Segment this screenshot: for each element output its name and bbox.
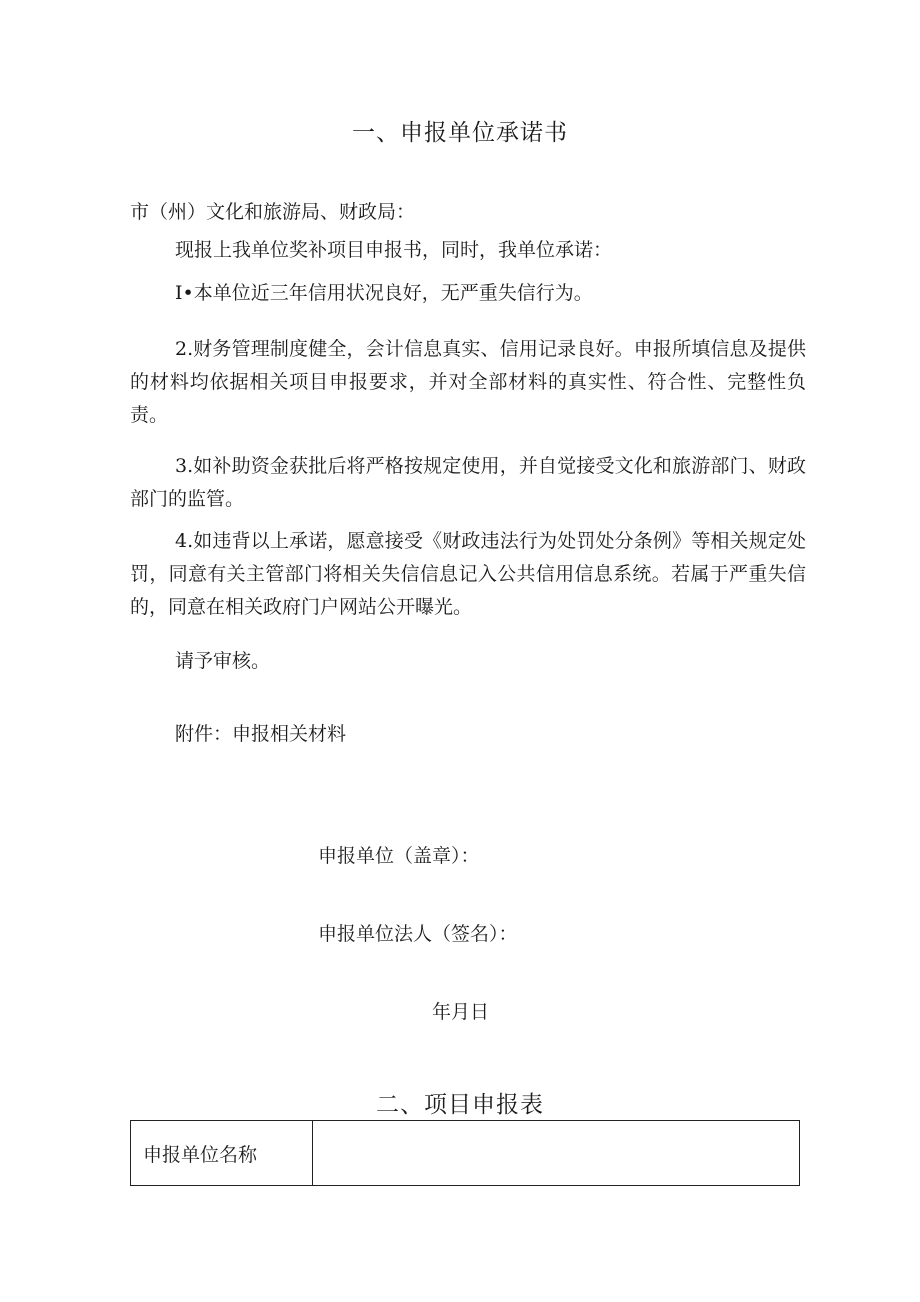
date-label: 年月日: [432, 1001, 490, 1023]
commitment-item-4: 4.如违背以上承诺，愿意接受《财政违法行为处罚处分条例》等相关规定处罚，同意有关主管部门将相关失信信息记入公共信用信息系统。若属于严重失信的，同意在相关政府门户网站公开曝光。: [130, 530, 806, 618]
intro-text: 现报上我单位奖补项目申报书，同时，我单位承诺：: [175, 239, 613, 261]
signature-label: 申报单位法人（签名）：: [318, 923, 518, 945]
section1-title: 一、申报单位承诺书: [352, 120, 568, 146]
table-cell-label: 申报单位名称: [131, 1121, 313, 1186]
attachment-note: 附件：申报相关材料: [175, 723, 347, 745]
applicant-name-field[interactable]: [313, 1121, 800, 1186]
salutation: 市（州）文化和旅游局、财政局：: [130, 201, 416, 223]
commitment-item-3: 3.如补助资金获批后将严格按规定使用，并自觉接受文化和旅游部门、财政部门的监管。: [130, 455, 806, 510]
commitment-item-1: I•本单位近三年信用状况良好，无严重失信行为。: [175, 282, 593, 304]
section2-title: 二、项目申报表: [376, 1092, 544, 1118]
commitment-item-2: 2.财务管理制度健全，会计信息真实、信用记录良好。申报所填信息及提供的材料均依据相关项目申报要求，并对全部材料的真实性、符合性、完整性负责。: [130, 338, 806, 426]
table-row: [131, 1121, 800, 1186]
seal-label: 申报单位（盖章）：: [318, 845, 480, 867]
closing-text: 请予审核。: [175, 650, 271, 672]
project-application-table: [130, 1120, 800, 1186]
